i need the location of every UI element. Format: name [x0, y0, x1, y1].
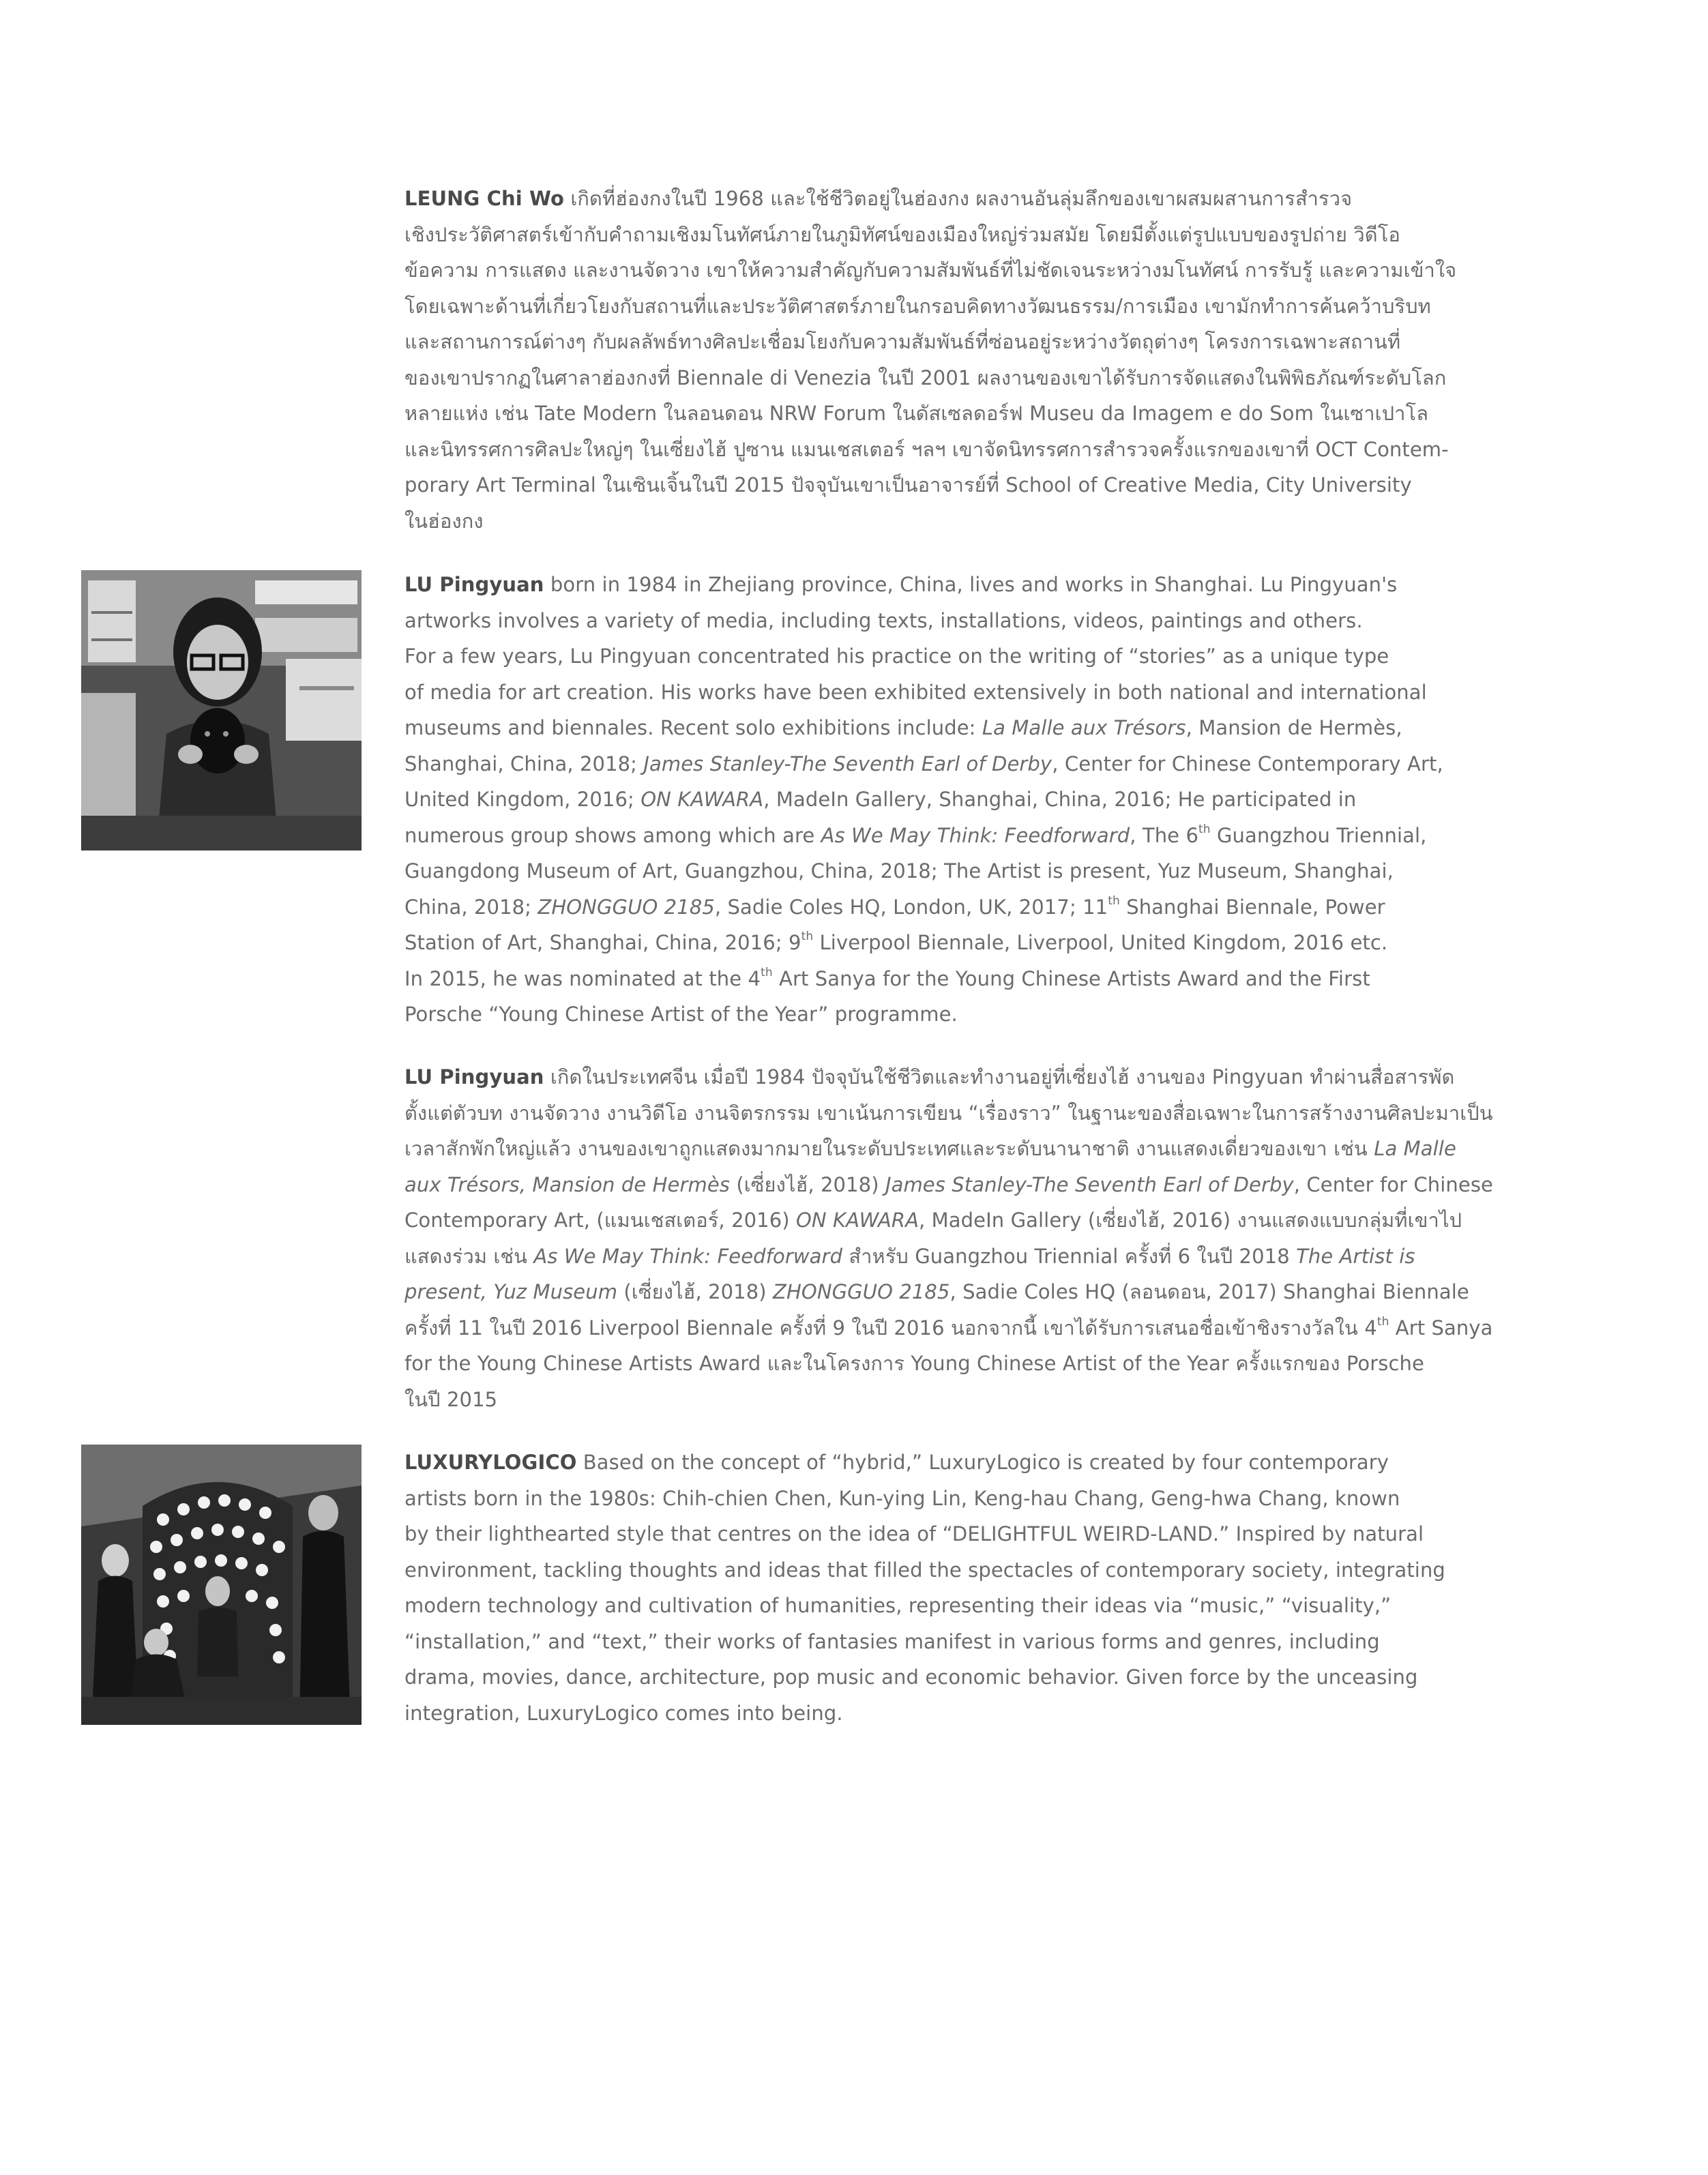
bio-line — [404, 925, 1496, 961]
bio-text: integration, LuxuryLogico comes into being. — [404, 1701, 843, 1725]
bio-line — [404, 818, 1496, 854]
bio-text: (เซี่ยงไฮ้, 2018) — [730, 1172, 885, 1196]
bio-text: และนิทรรศการศิลปะใหญ่ๆ ในเซี่ยงไฮ้ ปูซาน แมนเชสเตอร์ ฯลฯ เขาจัดนิทรรศการสำรวจครั้งแรกของเขาที่ OCT Contem- — [404, 437, 1449, 461]
work-title: As We May Think: Feedforward — [821, 823, 1130, 847]
bio-text: , MadeIn Gallery (เซี่ยงไฮ้, 2016) งานแสดงแบบกลุ่มที่เขาไป — [919, 1209, 1462, 1232]
bio-line — [404, 746, 1496, 782]
bio-line — [404, 853, 1496, 889]
bio-text: Station of Art, Shanghai, China, 2016; 9 — [404, 931, 801, 954]
work-title: ZHONGGUO 2185 — [538, 895, 715, 919]
bio-text: , The 6 — [1130, 823, 1198, 847]
artist-name: LEUNG Chi Wo — [404, 187, 565, 210]
bio-text: for the Young Chinese Artists Award และในโครงการ Young Chinese Artist of the Year ครั้งแรกของ Porsche — [404, 1352, 1424, 1375]
bio-text: Art Sanya for the Young Chinese Artists Award and the First — [772, 966, 1370, 990]
ordinal-suffix: th — [801, 930, 814, 943]
artist-name: LUXURYLOGICO — [404, 1451, 577, 1474]
bio-line — [404, 1516, 1496, 1552]
bio-text: Liverpool Biennale, Liverpool, United Kingdom, 2016 etc. — [813, 931, 1388, 954]
bio-text: , Mansion de Hermès, — [1186, 716, 1402, 739]
bio-line — [404, 1131, 1496, 1167]
bio-text: หลายแห่ง เช่น Tate Modern ในลอนดอน NRW Forum ในดัสเซลดอร์ฟ Museu da Imagem e do Som ในเซาเปาโล — [404, 402, 1429, 425]
ordinal-suffix: th — [761, 965, 773, 979]
bio-text: เชิงประวัติศาสตร์เข้ากับคำถามเชิงมโนทัศน์ภายในภูมิทัศน์ของเมืองใหญ่ร่วมสมัย โดยมีตั้งแต่รูปแบบของรูปถ่าย วิดีโอ — [404, 222, 1400, 246]
bio-line — [404, 889, 1496, 926]
portrait-lu-pingyuan — [81, 570, 362, 850]
bio-text: “installation,” and “text,” their works of fantasies manifest in various forms and genres, including — [404, 1629, 1380, 1653]
ordinal-suffix: th — [1198, 822, 1211, 836]
group-photo-luxurylogico — [81, 1445, 362, 1725]
bio-text: เวลาสักพักใหญ่แล้ว งานของเขาถูกแสดงมากมายในระดับประเทศและระดับนานาชาติ งานแสดงเดี่ยวของเขา เช่น — [404, 1137, 1374, 1160]
bio-text: , Sadie Coles HQ, London, UK, 2017; 11 — [714, 895, 1108, 919]
bio-text: environment, tackling thoughts and ideas that filled the spectacles of contemporary society, integrating — [404, 1558, 1445, 1582]
bio-text: , Center for Chinese Contemporary Art, — [1052, 752, 1443, 775]
bio-text: numerous group shows among which are — [404, 823, 821, 847]
bio-line — [404, 1696, 1496, 1732]
ordinal-suffix: th — [1376, 1314, 1389, 1329]
bio-lu-pingyuan-thai — [404, 1059, 1496, 1417]
bio-line — [404, 503, 1496, 539]
bio-line — [404, 1382, 1496, 1418]
bio-text: born in 1984 in Zhejiang province, China, lives and works in Shanghai. Lu Pingyuan's — [544, 573, 1398, 596]
bio-text: For a few years, Lu Pingyuan concentrated his practice on the writing of “stories” as a unique type — [404, 645, 1389, 668]
bio-line — [404, 288, 1496, 325]
bio-line — [404, 782, 1496, 818]
work-title: ZHONGGUO 2185 — [773, 1280, 950, 1303]
bio-text: Guangzhou Triennial, — [1210, 823, 1427, 847]
bio-line — [404, 1167, 1496, 1203]
bio-text: In 2015, he was nominated at the 4 — [404, 966, 761, 990]
bio-line — [404, 603, 1496, 639]
bio-text: artworks involves a variety of media, including texts, installations, videos, paintings and others. — [404, 608, 1363, 632]
bio-text: , MadeIn Gallery, Shanghai, China, 2016; He participated in — [763, 788, 1357, 811]
bio-line — [404, 638, 1496, 675]
bio-text: ข้อความ การแสดง และงานจัดวาง เขาให้ความสำคัญกับความสัมพันธ์ที่ไม่ชัดเจนระหว่างมโนทัศน์ การรับรู้ และความเข้าใจ — [404, 258, 1457, 282]
bio-line — [404, 1310, 1496, 1346]
bio-text: Guangdong Museum of Art, Guangzhou, China, 2018; The Artist is present, Yuz Museum, Shanghai, — [404, 859, 1394, 883]
bio-text: of media for art creation. His works have been exhibited extensively in both national and international — [404, 680, 1427, 704]
bio-text: Porsche “Young Chinese Artist of the Year” programme. — [404, 1003, 958, 1026]
bio-line — [404, 1346, 1496, 1382]
bio-text: porary Art Terminal ในเซินเจิ้นในปี 2015 ปัจจุบันเขาเป็นอาจารย์ที่ School of Creative Media, City University — [404, 473, 1412, 497]
bio-line — [404, 324, 1496, 360]
bio-line — [404, 467, 1496, 503]
bio-text: by their lighthearted style that centres on the idea of “DELIGHTFUL WEIRD-LAND.” Inspired by natural — [404, 1522, 1424, 1545]
work-title: ON KAWARA — [640, 788, 764, 811]
work-title: The Artist is — [1296, 1244, 1415, 1268]
work-title: As We May Think: Feedforward — [533, 1244, 843, 1268]
bio-text: Contemporary Art, (แมนเชสเตอร์, 2016) — [404, 1209, 796, 1232]
bio-text: Based on the concept of “hybrid,” LuxuryLogico is created by four contemporary — [576, 1451, 1389, 1474]
bio-text: ตั้งแต่ตัวบท งานจัดวาง งานวิดีโอ งานจิตรกรรม เขาเน้นการเขียน “เรื่องราว” ในฐานะของสื่อเฉพาะในการสร้างงานศิลปะมาเป็น — [404, 1101, 1493, 1125]
bio-text: เกิดในประเทศจีน เมื่อปี 1984 ปัจจุบันใช้ชีวิตและทำงานอยู่ที่เซี่ยงไฮ้ งานของ Pingyuan ทำผ่านสื่อสารพัด — [544, 1065, 1455, 1089]
bio-text: โดยเฉพาะด้านที่เกี่ยวโยงกับสถานที่และประวัติศาสตร์ภายในกรอบคิดทางวัฒนธรรม/การเมือง เขามักทำการค้นคว้าบริบท — [404, 294, 1431, 318]
bio-line — [404, 1659, 1496, 1696]
bio-text: artists born in the 1980s: Chih-chien Chen, Kun-ying Lin, Keng-hau Chang, Geng-hwa Chang, known — [404, 1486, 1400, 1510]
bio-line — [404, 396, 1496, 432]
bio-line — [404, 710, 1496, 746]
bio-line — [404, 1059, 1496, 1095]
bio-text: แสดงร่วม เช่น — [404, 1244, 534, 1268]
bio-line — [404, 1202, 1496, 1239]
work-title: La Malle aux Trésors — [982, 716, 1186, 739]
bio-text: Shanghai Biennale, Power — [1119, 895, 1385, 919]
bio-text: United Kingdom, 2016; — [404, 788, 641, 811]
work-title: aux Trésors, Mansion de Hermès — [404, 1172, 730, 1196]
bio-line — [404, 181, 1496, 217]
bio-line — [404, 1274, 1496, 1310]
bio-text: และสถานการณ์ต่างๆ กับผลลัพธ์ทางศิลปะเชื่อมโยงกับความสัมพันธ์ที่ซ่อนอยู่ระหว่างวัตถุต่างๆ โครงการเฉพาะสถานที่ — [404, 330, 1401, 353]
bio-text: , Center for Chinese — [1293, 1172, 1493, 1196]
ordinal-suffix: th — [1108, 893, 1120, 908]
work-title: James Stanley-The Seventh Earl of Derby — [643, 752, 1052, 775]
bio-text: ในฮ่องกง — [404, 509, 484, 533]
bio-lu-pingyuan-english — [404, 567, 1496, 1033]
bio-line — [404, 567, 1496, 603]
bio-text: museums and biennales. Recent solo exhibitions include: — [404, 716, 982, 739]
work-title: present, Yuz Museum — [404, 1280, 618, 1303]
bio-text: Shanghai, China, 2018; — [404, 752, 644, 775]
artist-name: LU Pingyuan — [404, 1065, 544, 1089]
bio-text: China, 2018; — [404, 895, 538, 919]
bio-line — [404, 360, 1496, 396]
work-title: James Stanley-The Seventh Earl of Derby — [885, 1172, 1294, 1196]
bio-text: ของเขาปรากฏในศาลาฮ่องกงที่ Biennale di Venezia ในปี 2001 ผลงานของเขาได้รับการจัดแสดงในพิพิธภัณฑ์ระดับโลก — [404, 366, 1447, 389]
bio-text: สำหรับ Guangzhou Triennial ครั้งที่ 6 ในปี 2018 — [842, 1244, 1297, 1268]
work-title: ON KAWARA — [796, 1209, 919, 1232]
bio-line — [404, 1445, 1496, 1481]
bio-line — [404, 252, 1496, 288]
bio-line — [404, 217, 1496, 253]
bio-text: ในปี 2015 — [404, 1387, 498, 1411]
bio-text: เกิดที่ฮ่องกงในปี 1968 และใช้ชีวิตอยู่ในฮ่องกง ผลงานอันลุ่มลึกของเขาผสมผสานการสำรวจ — [564, 187, 1353, 210]
bio-line — [404, 1239, 1496, 1275]
bio-line — [404, 1552, 1496, 1588]
bio-text: drama, movies, dance, architecture, pop music and economic behavior. Given force by the unceasing — [404, 1666, 1418, 1689]
bio-text: modern technology and cultivation of humanities, representing their ideas via “music,” “visuality,” — [404, 1594, 1392, 1617]
bio-text: Art Sanya — [1389, 1316, 1493, 1340]
bio-line — [404, 961, 1496, 997]
bio-leung-chi-wo-thai — [404, 181, 1496, 539]
bio-text: ครั้งที่ 11 ในปี 2016 Liverpool Biennale ครั้งที่ 9 ในปี 2016 นอกจากนี้ เขาได้รับการเสนอชื่อเข้าชิงรางวัลใน 4 — [404, 1316, 1377, 1340]
bio-line — [404, 1588, 1496, 1624]
bio-text: (เซี่ยงไฮ้, 2018) — [617, 1280, 774, 1303]
work-title: La Malle — [1374, 1137, 1456, 1160]
bio-line — [404, 996, 1496, 1033]
bio-line — [404, 432, 1496, 468]
bio-line — [404, 675, 1496, 711]
bio-line — [404, 1481, 1496, 1517]
bio-line — [404, 1095, 1496, 1131]
artist-name: LU Pingyuan — [404, 573, 544, 596]
bio-luxurylogico-english — [404, 1445, 1496, 1731]
bio-text: , Sadie Coles HQ (ลอนดอน, 2017) Shanghai Biennale — [949, 1280, 1469, 1303]
bio-line — [404, 1624, 1496, 1660]
